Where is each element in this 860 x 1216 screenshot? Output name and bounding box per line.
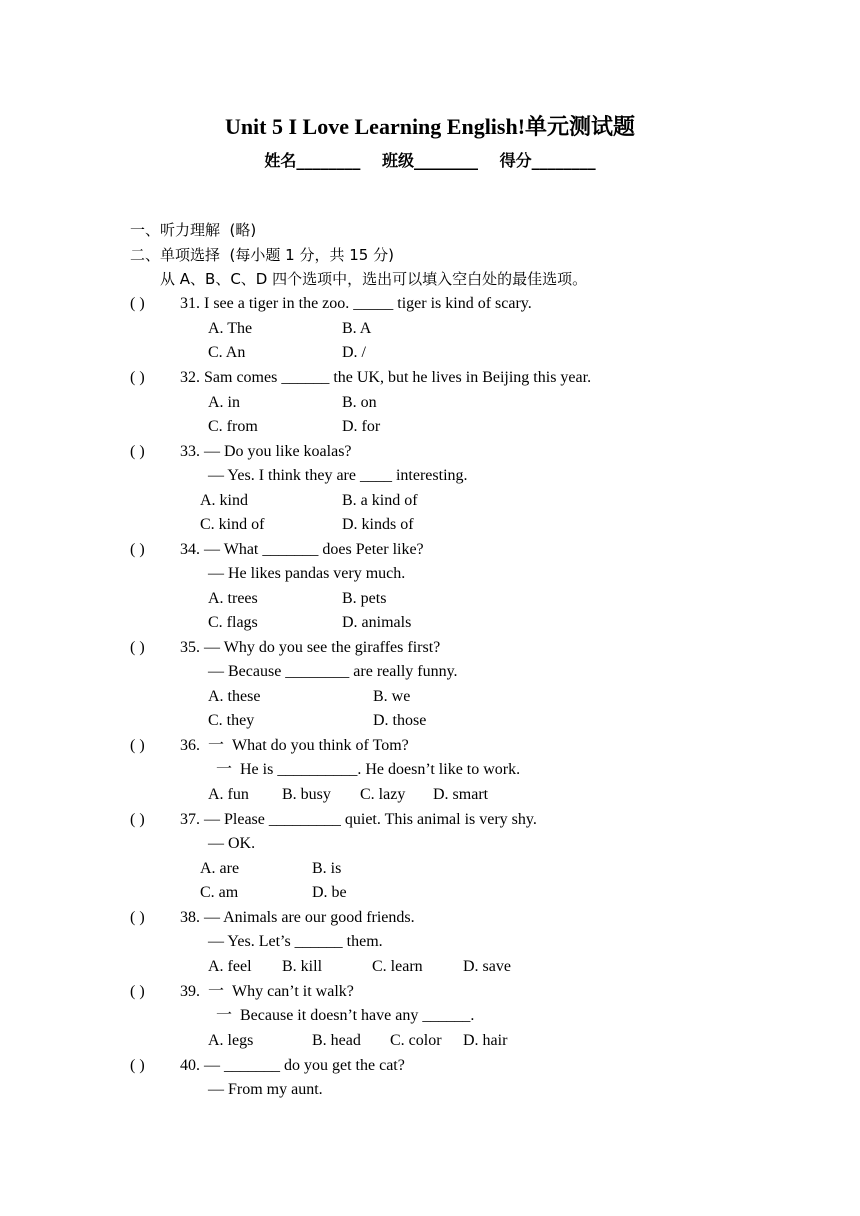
- option-a: A. trees: [208, 590, 258, 607]
- option-c: C. kind of: [200, 516, 265, 533]
- answer-blank[interactable]: ( ): [130, 541, 145, 558]
- option-a: A. kind: [200, 492, 248, 509]
- question-reply: — From my aunt.: [208, 1081, 323, 1098]
- answer-blank[interactable]: ( ): [130, 811, 145, 828]
- question-reply: — OK.: [208, 835, 256, 852]
- question-stem: 34. — What _______ does Peter like?: [180, 541, 424, 558]
- question-stem: 40. — _______ do you get the cat?: [180, 1057, 405, 1074]
- question-reply: 一 He is __________. He doesn’t like to work.: [208, 761, 521, 778]
- option-c: C. color: [390, 1032, 442, 1049]
- question-stem: 36. 一 What do you think of Tom?: [180, 737, 409, 754]
- option-b: B. a kind of: [342, 492, 418, 509]
- option-b: B. kill: [282, 958, 323, 975]
- option-d: D. hair: [463, 1032, 508, 1049]
- option-b: B. A: [342, 320, 372, 337]
- class-field[interactable]: 班级________: [381, 151, 478, 170]
- question-reply: — He likes pandas very much.: [208, 565, 406, 582]
- option-a: A. feel: [208, 958, 252, 975]
- option-d: D. for: [342, 418, 381, 435]
- page-title: Unit 5 I Love Learning English!单元测试题: [224, 114, 636, 139]
- option-b: B. head: [312, 1032, 361, 1049]
- option-a: A. in: [208, 394, 240, 411]
- answer-blank[interactable]: ( ): [130, 639, 145, 656]
- option-a: A. legs: [208, 1032, 254, 1049]
- option-c: C. from: [208, 418, 258, 435]
- question-reply: — Yes. I think they are ____ interesting.: [208, 467, 468, 484]
- option-b: B. is: [312, 860, 342, 877]
- option-d: D. /: [342, 344, 366, 361]
- option-c: C. they: [208, 712, 255, 729]
- question-stem: 31. I see a tiger in the zoo. _____ tiger is kind of scary.: [180, 295, 532, 312]
- question-stem: 37. — Please _________ quiet. This animal is very shy.: [180, 811, 537, 828]
- option-a: A. are: [200, 860, 240, 877]
- option-b: B. on: [342, 394, 377, 411]
- option-b: B. pets: [342, 590, 387, 607]
- option-c: C. learn: [372, 958, 423, 975]
- answer-blank[interactable]: ( ): [130, 983, 145, 1000]
- question-stem: 39. 一 Why can’t it walk?: [180, 983, 354, 1000]
- option-c: C. flags: [208, 614, 258, 631]
- section-instruction: 从 A、B、C、D 四个选项中，选出可以填入空白处的最佳选项。: [160, 270, 588, 288]
- question-reply: — Because ________ are really funny.: [208, 663, 458, 680]
- answer-blank[interactable]: ( ): [130, 369, 145, 386]
- option-d: D. animals: [342, 614, 412, 631]
- option-c: C. An: [208, 344, 246, 361]
- option-b: B. busy: [282, 786, 331, 803]
- answer-blank[interactable]: ( ): [130, 443, 145, 460]
- answer-blank[interactable]: ( ): [130, 295, 145, 312]
- option-a: A. The: [208, 320, 253, 337]
- answer-blank[interactable]: ( ): [130, 909, 145, 926]
- option-a: A. these: [208, 688, 261, 705]
- answer-blank[interactable]: ( ): [130, 737, 145, 754]
- option-a: A. fun: [208, 786, 249, 803]
- question-reply: — Yes. Let’s ______ them.: [208, 933, 383, 950]
- option-d: D. save: [463, 958, 511, 975]
- score-field[interactable]: 得分________: [499, 151, 596, 170]
- option-c: C. am: [200, 884, 239, 901]
- option-c: C. lazy: [360, 786, 406, 803]
- section-heading-multiple-choice: 二、单项选择 (每小题 1 分，共 15 分): [130, 246, 394, 264]
- name-field[interactable]: 姓名________: [264, 151, 361, 170]
- answer-blank[interactable]: ( ): [130, 1057, 145, 1074]
- question-stem: 32. Sam comes ______ the UK, but he lives in Beijing this year.: [180, 369, 592, 386]
- option-d: D. be: [312, 884, 347, 901]
- question-stem: 35. — Why do you see the giraffes first?: [180, 639, 441, 656]
- question-reply: 一 Because it doesn’t have any ______.: [208, 1007, 475, 1024]
- question-stem: 33. — Do you like koalas?: [180, 443, 352, 460]
- option-d: D. smart: [433, 786, 489, 803]
- option-b: B. we: [373, 688, 411, 705]
- student-info-fields: [0, 150, 860, 172]
- question-stem: 38. — Animals are our good friends.: [180, 909, 415, 926]
- option-d: D. those: [373, 712, 427, 729]
- section-heading-listening: 一、听力理解 (略): [130, 221, 257, 239]
- option-d: D. kinds of: [342, 516, 414, 533]
